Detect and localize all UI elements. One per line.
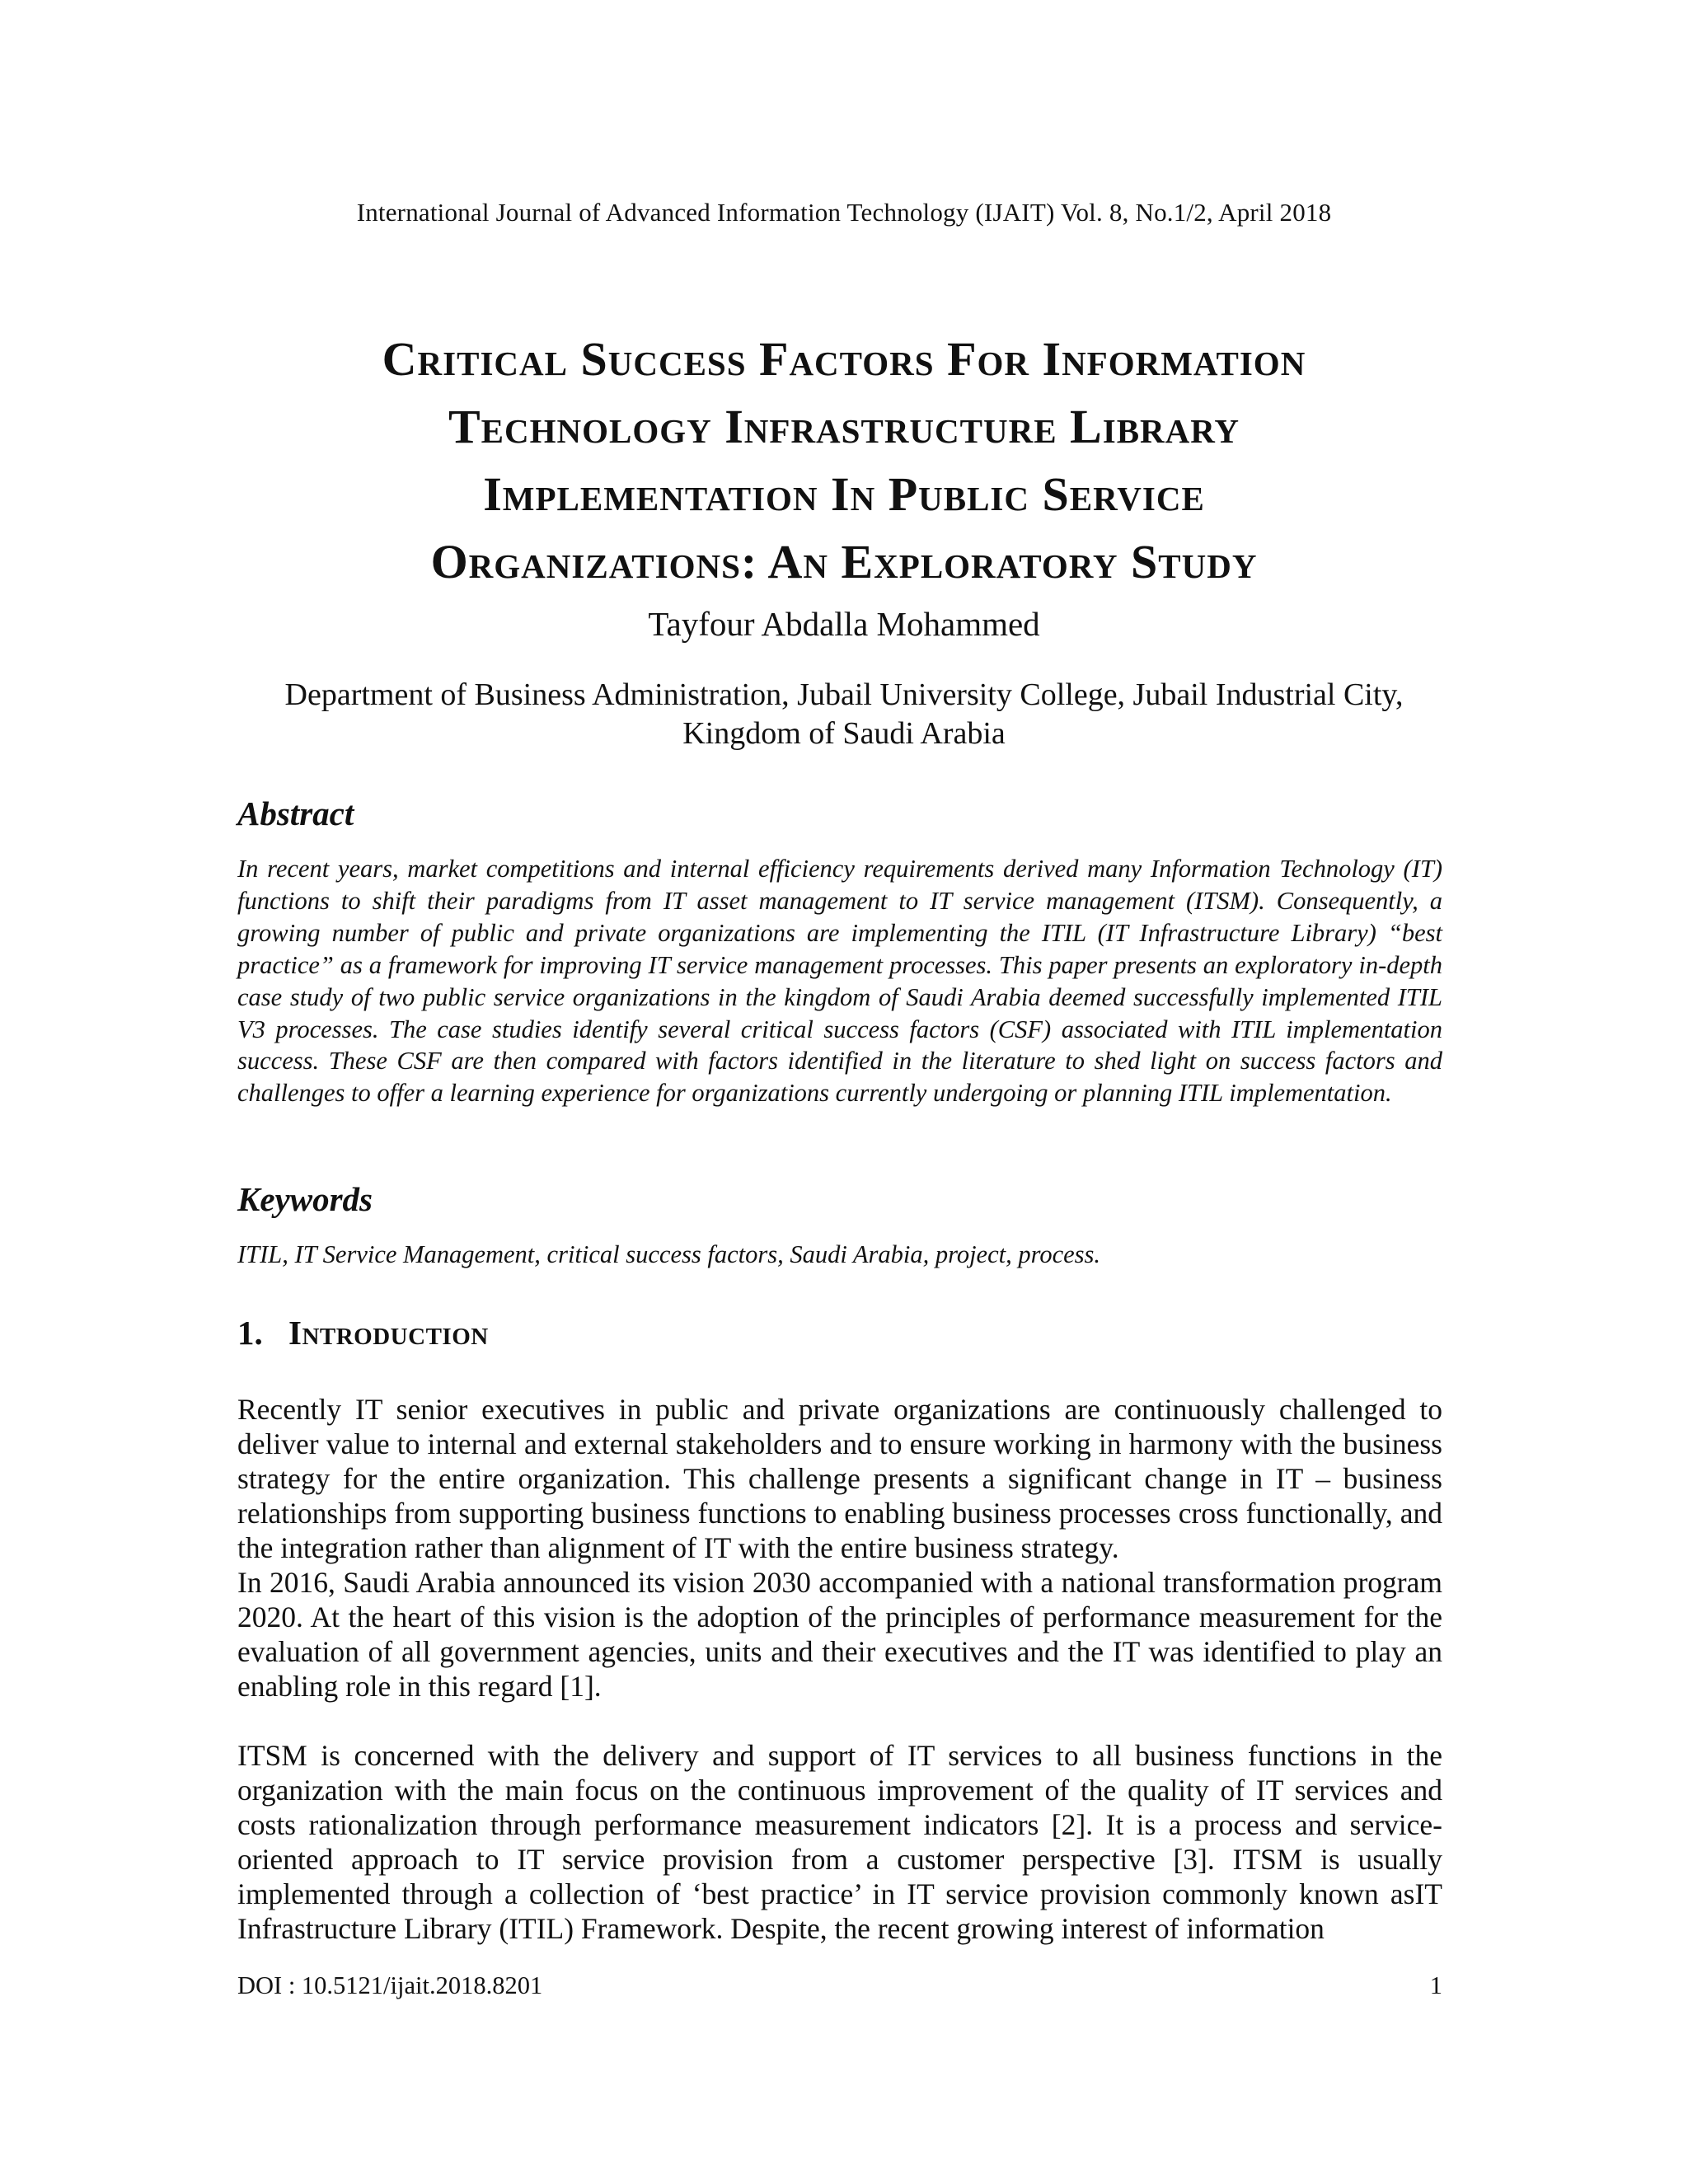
author-name: Tayfour Abdalla Mohammed (648, 605, 1040, 643)
body-paragraph: In 2016, Saudi Arabia announced its vision 2030 accompanied with a national transformation program 2020. At the heart of this vision is the adoption of the principles of performance measurement for the evaluation of all government agencies, units and their executives and the IT was identified to play an enabling role in this regard [1]. (237, 1566, 1442, 1703)
keywords-heading: Keywords (237, 1180, 373, 1218)
abstract-text: In recent years, market competitions and internal efficiency requirements derived many Information Technology (IT) functions to shift their paradigms from IT asset management to IT service management (ITSM). Consequently, a growing number of public and private organizations are implementing the ITIL (IT Infrastructure Library) “best practice” as a framework for improving IT service management processes. This paper presents an exploratory in-depth case study of two public service organizations in the kingdom of Saudi Arabia deemed successfully implemented ITIL V3 processes. The case studies identify several critical success factors (CSF) associated with ITIL implementation success. These CSF are then compared with factors identified in the literature to shed light on success factors and challenges to offer a learning experience for organizations currently undergoing or planning ITIL implementation. (237, 855, 1442, 1108)
title-line: Critical Success Factors For Information (382, 332, 1306, 386)
paper-title (0, 326, 1688, 596)
affiliation-line: Kingdom of Saudi Arabia (682, 716, 1006, 751)
title-line: Implementation In Public Service (483, 467, 1205, 521)
body-paragraph: Recently IT senior executives in public and private organizations are continuously challenged to deliver value to internal and external stakeholders and to ensure working in harmony with the business strategy for the entire organization. This challenge presents a significant change in IT – business relationships from supporting business functions to enabling business processes cross functionally, and the integration rather than alignment of IT with the entire business strategy. (237, 1393, 1442, 1564)
footer-page-number: 1 (1429, 1971, 1442, 1999)
abstract-heading: Abstract (237, 794, 354, 832)
title-line: Technology Infrastructure Library (448, 400, 1240, 453)
title-line: Organizations: An Exploratory Study (430, 535, 1258, 588)
author-affiliation (0, 676, 1688, 753)
footer-doi: DOI : 10.5121/ijait.2018.8201 (237, 1971, 543, 1999)
body-paragraph: ITSM is concerned with the delivery and support of IT services to all business functions in the organization with the main focus on the continuous improvement of the quality of IT services and costs rationalization through performance measurement indicators [2]. It is a process and service-oriented approach to IT service provision from a customer perspective [3]. ITSM is usually implemented through a collection of ‘best practice’ in IT service provision commonly known asIT Infrastructure Library (ITIL) Framework. Despite, the recent growing interest of information (237, 1739, 1442, 1945)
keywords-text: ITIL, IT Service Management, critical success factors, Saudi Arabia, project, process. (237, 1240, 1101, 1268)
section-title: Introduction (288, 1314, 489, 1352)
section-number: 1. (237, 1314, 263, 1352)
section-heading-introduction (237, 1312, 1442, 1353)
affiliation-line: Department of Business Administration, Jubail University College, Jubail Industrial City, (284, 677, 1404, 712)
running-header: International Journal of Advanced Information Technology (IJAIT) Vol. 8, No.1/2, April 2018 (356, 198, 1332, 227)
